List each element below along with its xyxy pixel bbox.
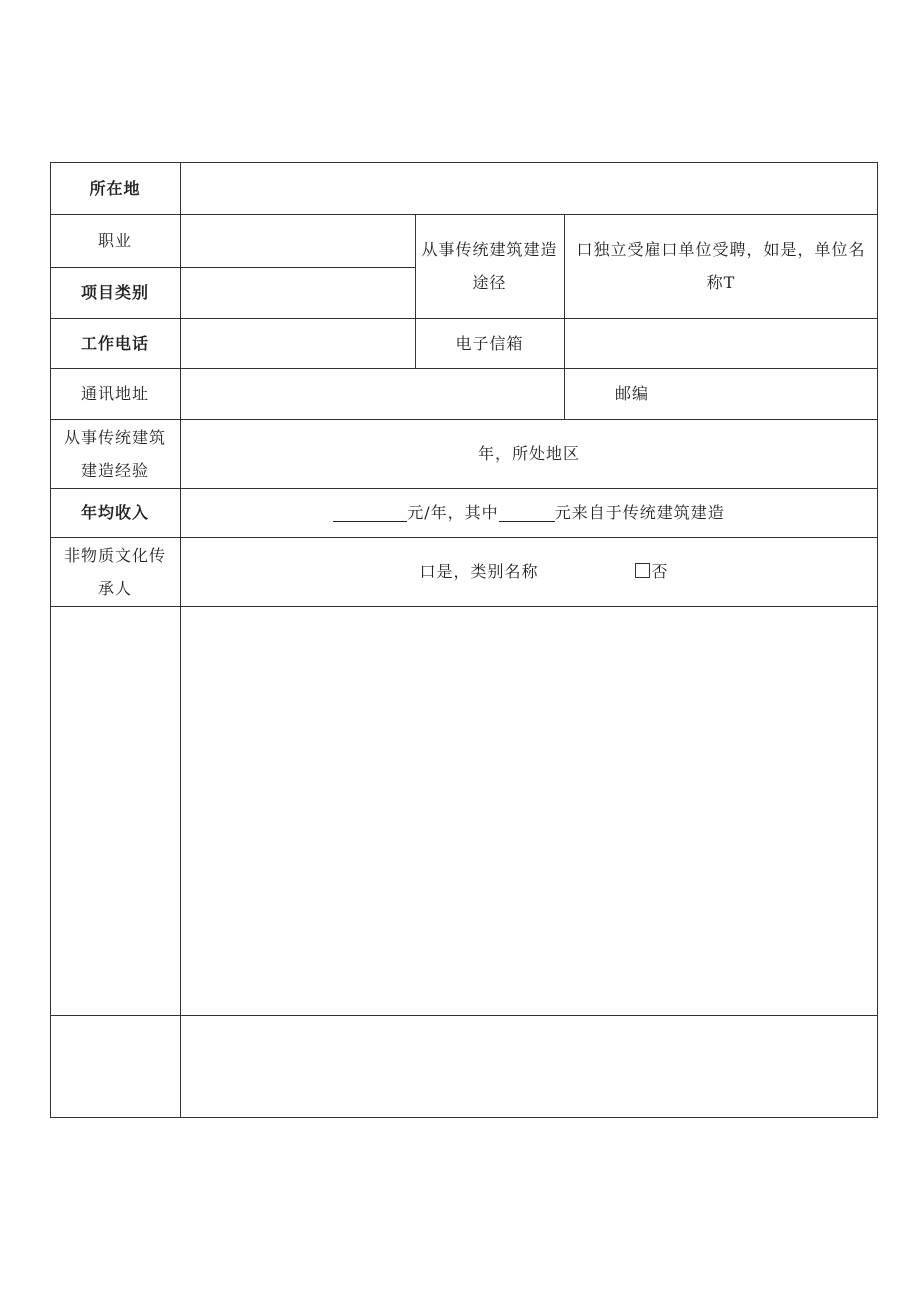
location-field[interactable] [180,162,878,214]
work-phone-field[interactable] [180,318,415,368]
experience-value[interactable]: 年，所处地区 [477,444,580,463]
location-label: 所在地 [89,178,141,198]
experience-label: 从事传统建筑建造经验 [63,427,166,480]
heritage-no-option[interactable] [635,555,669,588]
income-field[interactable] [180,488,878,537]
postcode-label: 邮编 [614,384,649,403]
income-source-text: 元来自于传统建筑建造 [554,503,725,522]
address-label: 通讯地址 [80,384,149,403]
blank-content-area[interactable] [180,606,878,1015]
heritage-label: 非物质文化传承人 [63,545,166,598]
path-label: 从事传统建筑建造途径 [421,240,558,292]
blank-label-cell-2 [50,1015,180,1117]
project-type-label: 项目类别 [80,283,149,302]
occupation-field[interactable] [180,214,415,267]
checkbox-icon[interactable] [635,563,650,578]
postcode-field[interactable] [700,368,878,419]
address-field[interactable] [180,368,564,419]
income-traditional-blank[interactable] [499,503,555,522]
email-field[interactable] [564,318,878,368]
path-options[interactable]: 口独立受雇口单位受聘，如是，单位名称T [576,240,866,292]
project-type-field[interactable] [180,267,415,318]
work-phone-label: 工作电话 [80,333,149,353]
income-unit-text: 元/年，其中 [407,503,499,522]
heritage-field [180,537,878,606]
blank-label-cell [50,606,180,1015]
blank-content-area-2[interactable] [180,1015,878,1117]
heritage-yes-option[interactable]: 口是，类别名称 [419,562,539,581]
email-label: 电子信箱 [455,333,524,353]
occupation-label: 职业 [97,231,132,250]
heritage-no-label: 否 [651,562,669,581]
income-label: 年均收入 [80,503,149,522]
table-border-bottom [50,1117,878,1118]
registration-form [50,162,878,1118]
income-total-blank[interactable] [333,503,407,522]
